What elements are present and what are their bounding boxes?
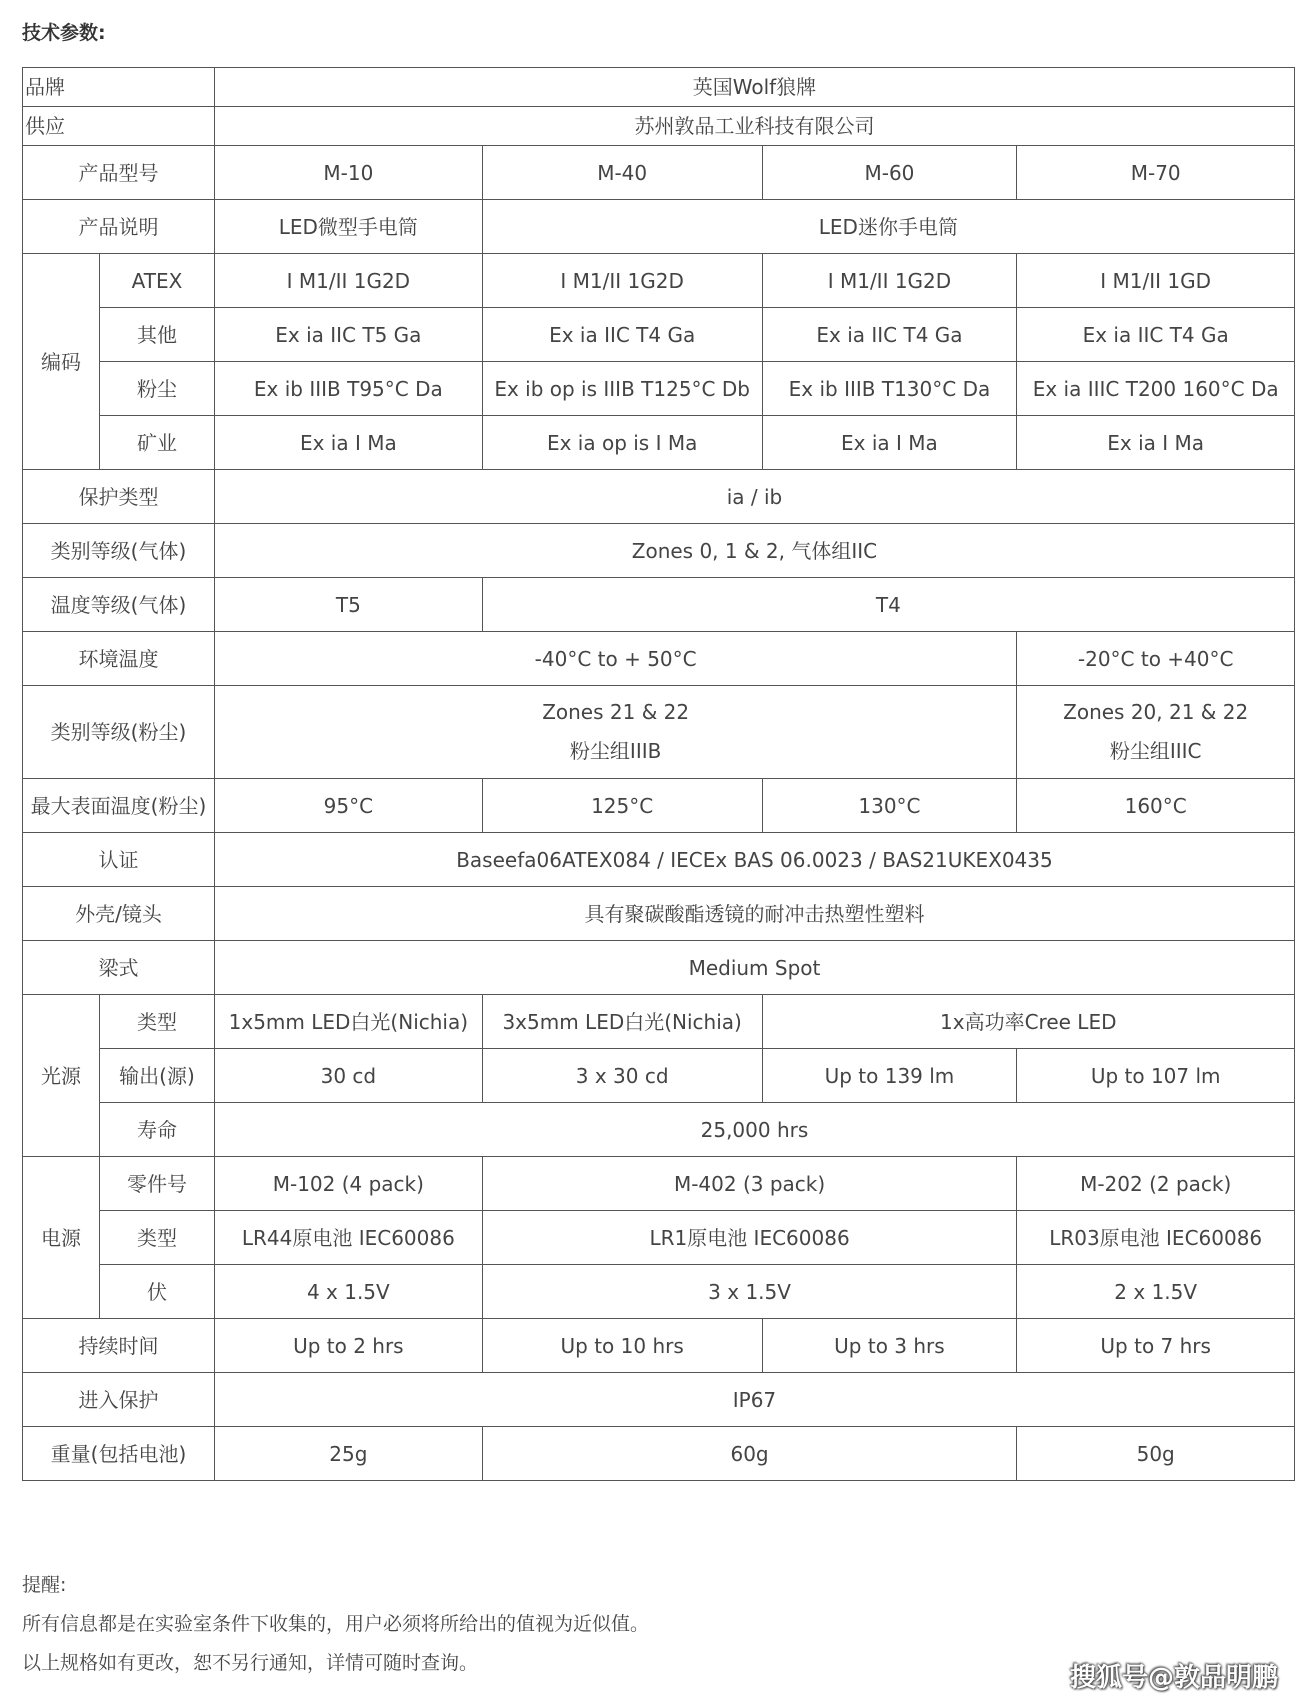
table-cell: 60g bbox=[482, 1427, 1017, 1481]
row-label: 重量(包括电池) bbox=[23, 1427, 215, 1481]
table-cell: M-70 bbox=[1017, 146, 1295, 200]
row-label: 供应 bbox=[23, 107, 215, 146]
table-cell: 3 x 1.5V bbox=[482, 1265, 1017, 1319]
table-cell: 125°C bbox=[482, 779, 762, 833]
table-cell: I M1/II 1G2D bbox=[214, 254, 482, 308]
table-cell: LR03原电池 IEC60086 bbox=[1017, 1211, 1295, 1265]
table-cell: I M1/II 1GD bbox=[1017, 254, 1295, 308]
row-label: 输出(源) bbox=[99, 1049, 214, 1103]
table-cell: Up to 139 lm bbox=[762, 1049, 1017, 1103]
table-cell: Ex ia IIC T4 Ga bbox=[762, 308, 1017, 362]
table-cell: 50g bbox=[1017, 1427, 1295, 1481]
row-label: ATEX bbox=[99, 254, 214, 308]
table-cell: -40°C to + 50°C bbox=[214, 632, 1016, 686]
table-cell: Zones 0, 1 & 2, 气体组IIC bbox=[214, 524, 1294, 578]
table-cell: T4 bbox=[482, 578, 1294, 632]
row-label: 其他 bbox=[99, 308, 214, 362]
table-row bbox=[23, 107, 1295, 146]
notes bbox=[22, 1566, 649, 1683]
row-label: 伏 bbox=[99, 1265, 214, 1319]
table-cell: 具有聚碳酸酯透镜的耐冲击热塑性塑料 bbox=[214, 887, 1294, 941]
row-label: 产品型号 bbox=[23, 146, 215, 200]
table-row bbox=[23, 1103, 1295, 1157]
table-row bbox=[23, 833, 1295, 887]
row-label: 寿命 bbox=[99, 1103, 214, 1157]
row-label: 进入保护 bbox=[23, 1373, 215, 1427]
table-cell: LR1原电池 IEC60086 bbox=[482, 1211, 1017, 1265]
table-row bbox=[23, 68, 1295, 107]
row-label: 产品说明 bbox=[23, 200, 215, 254]
table-row bbox=[23, 632, 1295, 686]
row-label: 温度等级(气体) bbox=[23, 578, 215, 632]
table-cell: 25,000 hrs bbox=[214, 1103, 1294, 1157]
table-cell bbox=[214, 686, 1016, 779]
table-cell bbox=[1017, 686, 1295, 779]
table-row bbox=[23, 779, 1295, 833]
table-cell: Ex ia op is I Ma bbox=[482, 416, 762, 470]
table-cell: Ex ia I Ma bbox=[1017, 416, 1295, 470]
row-label: 零件号 bbox=[99, 1157, 214, 1211]
table-cell: I M1/II 1G2D bbox=[482, 254, 762, 308]
table-cell: Ex ib IIIB T130°C Da bbox=[762, 362, 1017, 416]
table-cell: -20°C to +40°C bbox=[1017, 632, 1295, 686]
table-cell: 苏州敦品工业科技有限公司 bbox=[214, 107, 1294, 146]
table-cell: Ex ia I Ma bbox=[762, 416, 1017, 470]
table-cell: Ex ia IIIC T200 160°C Da bbox=[1017, 362, 1295, 416]
table-cell: 25g bbox=[214, 1427, 482, 1481]
watermark: 搜狐号@敦品明鹏 bbox=[1069, 1663, 1278, 1693]
table-row bbox=[23, 995, 1295, 1049]
table-cell: 2 x 1.5V bbox=[1017, 1265, 1295, 1319]
table-cell: M-202 (2 pack) bbox=[1017, 1157, 1295, 1211]
table-cell: IP67 bbox=[214, 1373, 1294, 1427]
table-cell: 30 cd bbox=[214, 1049, 482, 1103]
table-cell: 130°C bbox=[762, 779, 1017, 833]
section-heading: 技术参数: bbox=[22, 22, 106, 44]
row-label: 矿业 bbox=[99, 416, 214, 470]
table-cell: LR44原电池 IEC60086 bbox=[214, 1211, 482, 1265]
table-row bbox=[23, 200, 1295, 254]
row-label: 类别等级(粉尘) bbox=[23, 686, 215, 779]
table-cell: 4 x 1.5V bbox=[214, 1265, 482, 1319]
table-cell: LED微型手电筒 bbox=[214, 200, 482, 254]
table-cell: I M1/II 1G2D bbox=[762, 254, 1017, 308]
table-row bbox=[23, 887, 1295, 941]
table-cell: Up to 3 hrs bbox=[762, 1319, 1017, 1373]
table-cell: Ex ia I Ma bbox=[214, 416, 482, 470]
table-cell: 160°C bbox=[1017, 779, 1295, 833]
row-label: 环境温度 bbox=[23, 632, 215, 686]
table-cell: Ex ia IIC T4 Ga bbox=[1017, 308, 1295, 362]
table-row bbox=[23, 470, 1295, 524]
cell-line: Zones 21 & 22 bbox=[542, 700, 690, 724]
row-label: 类型 bbox=[99, 995, 214, 1049]
row-label: 类别等级(气体) bbox=[23, 524, 215, 578]
table-row bbox=[23, 1265, 1295, 1319]
table-row bbox=[23, 416, 1295, 470]
row-label: 类型 bbox=[99, 1211, 214, 1265]
table-row bbox=[23, 941, 1295, 995]
table-cell: M-10 bbox=[214, 146, 482, 200]
row-label: 最大表面温度(粉尘) bbox=[23, 779, 215, 833]
table-cell: 英国Wolf狼牌 bbox=[214, 68, 1294, 107]
table-cell: Baseefa06ATEX084 / IECEx BAS 06.0023 / BAS21UKEX0435 bbox=[214, 833, 1294, 887]
table-cell: 3x5mm LED白光(Nichia) bbox=[482, 995, 762, 1049]
table-cell: M-102 (4 pack) bbox=[214, 1157, 482, 1211]
notes-title: 提醒: bbox=[22, 1574, 67, 1596]
table-cell: Ex ia IIC T4 Ga bbox=[482, 308, 762, 362]
row-label: 持续时间 bbox=[23, 1319, 215, 1373]
table-row bbox=[23, 1319, 1295, 1373]
group-label: 光源 bbox=[23, 995, 100, 1157]
table-cell: T5 bbox=[214, 578, 482, 632]
cell-line: Zones 20, 21 & 22 bbox=[1063, 700, 1249, 724]
row-label: 品牌 bbox=[23, 68, 215, 107]
table-cell: ia / ib bbox=[214, 470, 1294, 524]
table-row bbox=[23, 146, 1295, 200]
group-label: 编码 bbox=[23, 254, 100, 470]
row-label: 外壳/镜头 bbox=[23, 887, 215, 941]
table-row bbox=[23, 1373, 1295, 1427]
table-cell: Up to 107 lm bbox=[1017, 1049, 1295, 1103]
table-cell: 1x5mm LED白光(Nichia) bbox=[214, 995, 482, 1049]
row-label: 保护类型 bbox=[23, 470, 215, 524]
table-row bbox=[23, 254, 1295, 308]
table-cell: M-402 (3 pack) bbox=[482, 1157, 1017, 1211]
table-cell: Up to 2 hrs bbox=[214, 1319, 482, 1373]
table-cell: 95°C bbox=[214, 779, 482, 833]
table-row bbox=[23, 1049, 1295, 1103]
table-row bbox=[23, 362, 1295, 416]
table-cell: Medium Spot bbox=[214, 941, 1294, 995]
table-row bbox=[23, 1427, 1295, 1481]
table-row bbox=[23, 578, 1295, 632]
table-row bbox=[23, 524, 1295, 578]
cell-line: 粉尘组IIIC bbox=[1109, 739, 1202, 763]
spec-table bbox=[22, 67, 1295, 1481]
table-cell: Up to 7 hrs bbox=[1017, 1319, 1295, 1373]
table-row bbox=[23, 1211, 1295, 1265]
table-cell: Ex ia IIC T5 Ga bbox=[214, 308, 482, 362]
table-cell: 1x高功率Cree LED bbox=[762, 995, 1294, 1049]
row-label: 梁式 bbox=[23, 941, 215, 995]
table-cell: Ex ib IIIB T95°C Da bbox=[214, 362, 482, 416]
group-label: 电源 bbox=[23, 1157, 100, 1319]
table-cell: M-40 bbox=[482, 146, 762, 200]
table-cell: Up to 10 hrs bbox=[482, 1319, 762, 1373]
notes-line: 所有信息都是在实验室条件下收集的，用户必须将所给出的值视为近似值。 bbox=[22, 1613, 650, 1635]
table-cell: Ex ib op is IIIB T125°C Db bbox=[482, 362, 762, 416]
row-label: 粉尘 bbox=[99, 362, 214, 416]
table-row bbox=[23, 686, 1295, 779]
table-cell: M-60 bbox=[762, 146, 1017, 200]
table-row bbox=[23, 1157, 1295, 1211]
table-row bbox=[23, 308, 1295, 362]
table-cell: 3 x 30 cd bbox=[482, 1049, 762, 1103]
cell-line: 粉尘组IIIB bbox=[569, 739, 662, 763]
row-label: 认证 bbox=[23, 833, 215, 887]
notes-line: 以上规格如有更改，恕不另行通知，详情可随时查询。 bbox=[22, 1652, 479, 1674]
table-cell: LED迷你手电筒 bbox=[482, 200, 1294, 254]
